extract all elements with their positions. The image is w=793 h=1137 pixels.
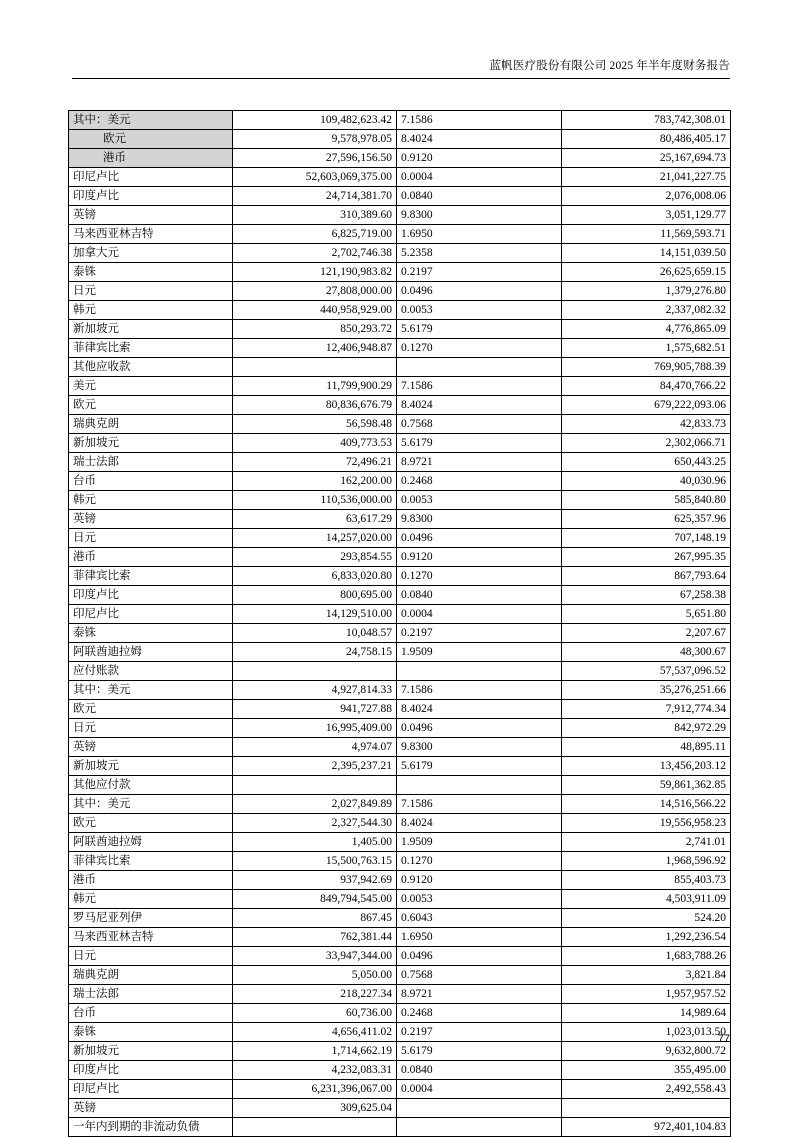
row-converted-rmb-amount: 3,821.84	[562, 966, 731, 985]
table-row	[69, 377, 731, 396]
row-currency-label: 韩元	[69, 890, 233, 909]
row-foreign-amount: 14,257,020.00	[233, 529, 397, 548]
row-exchange-rate: 0.9120	[397, 871, 562, 890]
row-currency-label: 马来西亚林吉特	[69, 928, 233, 947]
foreign-currency-balances-table	[68, 110, 731, 1137]
table-row	[69, 548, 731, 567]
table-row	[69, 700, 731, 719]
row-foreign-amount: 762,381.44	[233, 928, 397, 947]
row-exchange-rate: 5.2358	[397, 244, 562, 263]
row-converted-rmb-amount: 867,793.64	[562, 567, 731, 586]
row-exchange-rate: 5.6179	[397, 320, 562, 339]
row-converted-rmb-amount: 80,486,405.17	[562, 130, 731, 149]
row-currency-label: 马来西亚林吉特	[69, 225, 233, 244]
row-foreign-amount: 9,578,978.05	[233, 130, 397, 149]
table-row	[69, 776, 731, 795]
row-converted-rmb-amount: 1,968,596.92	[562, 852, 731, 871]
row-exchange-rate: 0.0840	[397, 586, 562, 605]
table-row	[69, 529, 731, 548]
table-row	[69, 985, 731, 1004]
row-exchange-rate: 0.0053	[397, 301, 562, 320]
row-converted-rmb-amount: 14,151,039.50	[562, 244, 731, 263]
row-converted-rmb-amount: 267,995.35	[562, 548, 731, 567]
row-currency-label: 日元	[69, 947, 233, 966]
row-foreign-amount: 15,500,763.15	[233, 852, 397, 871]
row-exchange-rate: 0.0496	[397, 282, 562, 301]
table-row	[69, 434, 731, 453]
row-currency-label: 菲律宾比索	[69, 852, 233, 871]
row-converted-rmb-amount: 2,741.01	[562, 833, 731, 852]
row-converted-rmb-amount: 679,222,093.06	[562, 396, 731, 415]
row-foreign-amount: 121,190,983.82	[233, 263, 397, 282]
row-currency-label: 瑞典克朗	[69, 415, 233, 434]
row-currency-label: 欧元	[69, 130, 233, 149]
row-exchange-rate: 9.8300	[397, 510, 562, 529]
table-row	[69, 852, 731, 871]
running-header: 蓝帆医疗股份有限公司 2025 年半年度财务报告	[489, 60, 730, 72]
row-converted-rmb-amount: 9,632,800.72	[562, 1042, 731, 1061]
table-row	[69, 510, 731, 529]
row-foreign-amount: 52,603,069,375.00	[233, 168, 397, 187]
row-currency-label: 泰铢	[69, 624, 233, 643]
row-foreign-amount: 2,702,746.38	[233, 244, 397, 263]
row-converted-rmb-amount: 2,492,558.43	[562, 1080, 731, 1099]
row-converted-rmb-amount: 14,989.64	[562, 1004, 731, 1023]
row-foreign-amount: 60,736.00	[233, 1004, 397, 1023]
row-currency-label: 泰铢	[69, 1023, 233, 1042]
row-foreign-amount: 12,406,948.87	[233, 339, 397, 358]
row-currency-label: 日元	[69, 282, 233, 301]
row-converted-rmb-amount: 14,516,566.22	[562, 795, 731, 814]
row-foreign-amount: 218,227.34	[233, 985, 397, 1004]
row-foreign-amount: 162,200.00	[233, 472, 397, 491]
row-converted-rmb-amount: 2,302,066.71	[562, 434, 731, 453]
row-converted-rmb-amount: 2,207.67	[562, 624, 731, 643]
table-row	[69, 719, 731, 738]
row-foreign-amount: 110,536,000.00	[233, 491, 397, 510]
row-converted-rmb-amount: 1,292,236.54	[562, 928, 731, 947]
table-row	[69, 624, 731, 643]
row-currency-label: 美元	[69, 377, 233, 396]
row-exchange-rate: 0.7568	[397, 966, 562, 985]
row-converted-rmb-amount: 1,023,013.50	[562, 1023, 731, 1042]
table-row	[69, 757, 731, 776]
row-currency-label: 韩元	[69, 301, 233, 320]
row-foreign-amount: 4,927,814.33	[233, 681, 397, 700]
row-currency-label: 阿联酋迪拉姆	[69, 643, 233, 662]
row-exchange-rate: 9.8300	[397, 738, 562, 757]
row-converted-rmb-amount: 40,030.96	[562, 472, 731, 491]
row-foreign-amount: 24,714,381.70	[233, 187, 397, 206]
row-currency-label: 菲律宾比索	[69, 339, 233, 358]
row-currency-label: 加拿大元	[69, 244, 233, 263]
table-row	[69, 814, 731, 833]
row-currency-label: 港币	[69, 149, 233, 168]
table-row	[69, 662, 731, 681]
row-exchange-rate: 9.8300	[397, 206, 562, 225]
table-row	[69, 567, 731, 586]
row-exchange-rate: 0.7568	[397, 415, 562, 434]
row-exchange-rate: 8.4024	[397, 130, 562, 149]
table-row	[69, 320, 731, 339]
row-exchange-rate: 0.0840	[397, 1061, 562, 1080]
row-foreign-amount: 56,598.48	[233, 415, 397, 434]
row-converted-rmb-amount: 48,895.11	[562, 738, 731, 757]
row-currency-label: 韩元	[69, 491, 233, 510]
row-converted-rmb-amount: 57,537,096.52	[562, 662, 731, 681]
row-currency-label: 瑞典克朗	[69, 966, 233, 985]
row-exchange-rate: 0.9120	[397, 149, 562, 168]
row-exchange-rate: 0.0496	[397, 947, 562, 966]
row-currency-label: 新加坡元	[69, 320, 233, 339]
row-currency-label: 欧元	[69, 700, 233, 719]
row-foreign-amount: 5,050.00	[233, 966, 397, 985]
row-foreign-amount: 2,327,544.30	[233, 814, 397, 833]
table-row	[69, 1004, 731, 1023]
row-exchange-rate: 0.0053	[397, 890, 562, 909]
row-foreign-amount: 27,808,000.00	[233, 282, 397, 301]
row-converted-rmb-amount: 2,076,008.06	[562, 187, 731, 206]
row-exchange-rate: 5.6179	[397, 434, 562, 453]
row-converted-rmb-amount: 1,683,788.26	[562, 947, 731, 966]
row-converted-rmb-amount: 67,258.38	[562, 586, 731, 605]
row-exchange-rate: 1.6950	[397, 225, 562, 244]
row-exchange-rate	[397, 776, 562, 795]
row-currency-label: 瑞士法郎	[69, 453, 233, 472]
row-converted-rmb-amount: 35,276,251.66	[562, 681, 731, 700]
row-foreign-amount: 293,854.55	[233, 548, 397, 567]
table-row	[69, 586, 731, 605]
row-foreign-amount: 33,947,344.00	[233, 947, 397, 966]
page-number: 77	[717, 1033, 730, 1045]
table-row	[69, 282, 731, 301]
row-currency-label: 欧元	[69, 396, 233, 415]
row-exchange-rate: 0.1270	[397, 339, 562, 358]
header-divider-rule	[72, 78, 730, 79]
row-exchange-rate: 0.0053	[397, 491, 562, 510]
row-converted-rmb-amount: 13,456,203.12	[562, 757, 731, 776]
row-exchange-rate: 8.4024	[397, 814, 562, 833]
row-foreign-amount: 6,231,396,067.00	[233, 1080, 397, 1099]
row-converted-rmb-amount: 42,833.73	[562, 415, 731, 434]
row-exchange-rate: 0.2468	[397, 1004, 562, 1023]
row-exchange-rate: 8.4024	[397, 396, 562, 415]
row-foreign-amount: 850,293.72	[233, 320, 397, 339]
row-currency-label: 印度卢比	[69, 187, 233, 206]
row-converted-rmb-amount: 11,569,593.71	[562, 225, 731, 244]
row-converted-rmb-amount: 707,148.19	[562, 529, 731, 548]
table-row	[69, 301, 731, 320]
row-exchange-rate: 7.1586	[397, 111, 562, 130]
row-converted-rmb-amount: 3,051,129.77	[562, 206, 731, 225]
row-foreign-amount: 2,027,849.89	[233, 795, 397, 814]
row-exchange-rate: 0.2197	[397, 1023, 562, 1042]
row-foreign-amount: 4,656,411.02	[233, 1023, 397, 1042]
row-converted-rmb-amount: 2,337,082.32	[562, 301, 731, 320]
row-exchange-rate: 1.6950	[397, 928, 562, 947]
table-row	[69, 605, 731, 624]
row-currency-label: 其中：美元	[69, 111, 233, 130]
table-row	[69, 130, 731, 149]
table-row	[69, 339, 731, 358]
row-exchange-rate: 8.4024	[397, 700, 562, 719]
row-currency-label: 英镑	[69, 206, 233, 225]
row-exchange-rate: 0.0004	[397, 1080, 562, 1099]
row-foreign-amount	[233, 776, 397, 795]
row-currency-label: 欧元	[69, 814, 233, 833]
table-row	[69, 871, 731, 890]
row-foreign-amount: 72,496.21	[233, 453, 397, 472]
table-row	[69, 1080, 731, 1099]
row-exchange-rate: 0.2197	[397, 263, 562, 282]
table-row	[69, 909, 731, 928]
table-row	[69, 415, 731, 434]
table-row	[69, 244, 731, 263]
row-converted-rmb-amount: 1,575,682.51	[562, 339, 731, 358]
row-exchange-rate: 0.1270	[397, 567, 562, 586]
row-currency-label: 印尼卢比	[69, 168, 233, 187]
row-exchange-rate: 1.9509	[397, 643, 562, 662]
table-row	[69, 795, 731, 814]
row-converted-rmb-amount: 1,379,276.80	[562, 282, 731, 301]
row-foreign-amount: 6,825,719.00	[233, 225, 397, 244]
row-foreign-amount: 310,389.60	[233, 206, 397, 225]
row-exchange-rate: 0.0004	[397, 605, 562, 624]
row-converted-rmb-amount: 84,470,766.22	[562, 377, 731, 396]
row-converted-rmb-amount: 972,401,104.83	[562, 1118, 731, 1137]
row-exchange-rate: 0.9120	[397, 548, 562, 567]
table-row	[69, 681, 731, 700]
row-foreign-amount: 4,974.07	[233, 738, 397, 757]
row-currency-label: 日元	[69, 719, 233, 738]
row-exchange-rate: 5.6179	[397, 757, 562, 776]
row-foreign-amount: 24,758.15	[233, 643, 397, 662]
row-foreign-amount: 27,596,156.50	[233, 149, 397, 168]
foreign-currency-table-container	[68, 110, 730, 1137]
row-exchange-rate: 7.1586	[397, 795, 562, 814]
row-converted-rmb-amount: 59,861,362.85	[562, 776, 731, 795]
row-exchange-rate: 0.6043	[397, 909, 562, 928]
row-exchange-rate: 0.0496	[397, 719, 562, 738]
table-row	[69, 453, 731, 472]
row-exchange-rate: 0.1270	[397, 852, 562, 871]
table-row	[69, 1061, 731, 1080]
table-row	[69, 206, 731, 225]
row-foreign-amount: 109,482,623.42	[233, 111, 397, 130]
row-currency-label: 英镑	[69, 510, 233, 529]
table-row	[69, 738, 731, 757]
row-converted-rmb-amount: 783,742,308.01	[562, 111, 731, 130]
row-exchange-rate	[397, 1118, 562, 1137]
row-foreign-amount: 800,695.00	[233, 586, 397, 605]
row-converted-rmb-amount: 7,912,774.34	[562, 700, 731, 719]
row-currency-label: 台币	[69, 1004, 233, 1023]
row-converted-rmb-amount: 19,556,958.23	[562, 814, 731, 833]
row-exchange-rate: 0.2197	[397, 624, 562, 643]
row-currency-label: 台币	[69, 472, 233, 491]
table-row	[69, 187, 731, 206]
row-currency-label: 菲律宾比索	[69, 567, 233, 586]
row-foreign-amount: 867.45	[233, 909, 397, 928]
row-currency-label: 英镑	[69, 738, 233, 757]
row-currency-label: 其他应付款	[69, 776, 233, 795]
table-row	[69, 966, 731, 985]
row-foreign-amount	[233, 1118, 397, 1137]
table-row	[69, 643, 731, 662]
row-foreign-amount: 16,995,409.00	[233, 719, 397, 738]
row-currency-label: 其中：美元	[69, 681, 233, 700]
row-converted-rmb-amount: 25,167,694.73	[562, 149, 731, 168]
table-row	[69, 928, 731, 947]
row-exchange-rate	[397, 1099, 562, 1118]
row-foreign-amount: 11,799,900.29	[233, 377, 397, 396]
table-row	[69, 263, 731, 282]
row-foreign-amount: 6,833,020.80	[233, 567, 397, 586]
row-exchange-rate: 7.1586	[397, 377, 562, 396]
row-exchange-rate: 5.6179	[397, 1042, 562, 1061]
row-foreign-amount: 849,794,545.00	[233, 890, 397, 909]
row-exchange-rate	[397, 358, 562, 377]
row-foreign-amount: 1,405.00	[233, 833, 397, 852]
row-converted-rmb-amount: 1,957,957.52	[562, 985, 731, 1004]
row-currency-label: 日元	[69, 529, 233, 548]
row-currency-label: 印尼卢比	[69, 605, 233, 624]
table-row	[69, 1118, 731, 1137]
table-row	[69, 168, 731, 187]
row-currency-label: 罗马尼亚列伊	[69, 909, 233, 928]
row-converted-rmb-amount: 4,503,911.09	[562, 890, 731, 909]
row-converted-rmb-amount: 585,840.80	[562, 491, 731, 510]
row-currency-label: 阿联酋迪拉姆	[69, 833, 233, 852]
row-exchange-rate: 1.9509	[397, 833, 562, 852]
row-exchange-rate: 0.0004	[397, 168, 562, 187]
row-exchange-rate: 8.9721	[397, 453, 562, 472]
row-foreign-amount: 10,048.57	[233, 624, 397, 643]
row-exchange-rate	[397, 662, 562, 681]
row-foreign-amount: 14,129,510.00	[233, 605, 397, 624]
row-converted-rmb-amount: 625,357.96	[562, 510, 731, 529]
row-foreign-amount: 941,727.88	[233, 700, 397, 719]
table-row	[69, 111, 731, 130]
row-converted-rmb-amount: 842,972.29	[562, 719, 731, 738]
row-foreign-amount	[233, 358, 397, 377]
row-foreign-amount: 63,617.29	[233, 510, 397, 529]
row-converted-rmb-amount: 524.20	[562, 909, 731, 928]
row-currency-label: 新加坡元	[69, 1042, 233, 1061]
row-converted-rmb-amount: 5,651.80	[562, 605, 731, 624]
table-row	[69, 1099, 731, 1118]
row-foreign-amount: 440,958,929.00	[233, 301, 397, 320]
table-row	[69, 358, 731, 377]
row-currency-label: 新加坡元	[69, 434, 233, 453]
row-currency-label: 英镑	[69, 1099, 233, 1118]
row-foreign-amount: 937,942.69	[233, 871, 397, 890]
table-row	[69, 225, 731, 244]
row-foreign-amount: 4,232,083.31	[233, 1061, 397, 1080]
table-row	[69, 149, 731, 168]
row-currency-label: 应付账款	[69, 662, 233, 681]
row-exchange-rate: 0.0496	[397, 529, 562, 548]
row-converted-rmb-amount: 48,300.67	[562, 643, 731, 662]
table-row	[69, 396, 731, 415]
table-row	[69, 890, 731, 909]
row-currency-label: 印尼卢比	[69, 1080, 233, 1099]
row-currency-label: 印度卢比	[69, 1061, 233, 1080]
table-row	[69, 491, 731, 510]
row-currency-label: 新加坡元	[69, 757, 233, 776]
row-converted-rmb-amount: 4,776,865.09	[562, 320, 731, 339]
row-converted-rmb-amount: 769,905,788.39	[562, 358, 731, 377]
row-foreign-amount	[233, 662, 397, 681]
row-currency-label: 其他应收款	[69, 358, 233, 377]
row-converted-rmb-amount: 26,625,659.15	[562, 263, 731, 282]
row-currency-label: 印度卢比	[69, 586, 233, 605]
row-exchange-rate: 0.0840	[397, 187, 562, 206]
row-foreign-amount: 1,714,662.19	[233, 1042, 397, 1061]
row-foreign-amount: 409,773.53	[233, 434, 397, 453]
table-row	[69, 472, 731, 491]
row-currency-label: 其中：美元	[69, 795, 233, 814]
row-converted-rmb-amount: 650,443.25	[562, 453, 731, 472]
row-currency-label: 泰铢	[69, 263, 233, 282]
row-currency-label: 港币	[69, 548, 233, 567]
table-row	[69, 833, 731, 852]
row-foreign-amount: 80,836,676.79	[233, 396, 397, 415]
row-exchange-rate: 8.9721	[397, 985, 562, 1004]
row-currency-label: 瑞士法郎	[69, 985, 233, 1004]
row-currency-label: 港币	[69, 871, 233, 890]
row-converted-rmb-amount	[562, 1099, 731, 1118]
row-foreign-amount: 2,395,237.21	[233, 757, 397, 776]
row-converted-rmb-amount: 21,041,227.75	[562, 168, 731, 187]
row-exchange-rate: 7.1586	[397, 681, 562, 700]
row-foreign-amount: 309,625.04	[233, 1099, 397, 1118]
row-converted-rmb-amount: 855,403.73	[562, 871, 731, 890]
row-exchange-rate: 0.2468	[397, 472, 562, 491]
row-converted-rmb-amount: 355,495.00	[562, 1061, 731, 1080]
table-row	[69, 947, 731, 966]
row-currency-label: 一年内到期的非流动负债	[69, 1118, 233, 1137]
